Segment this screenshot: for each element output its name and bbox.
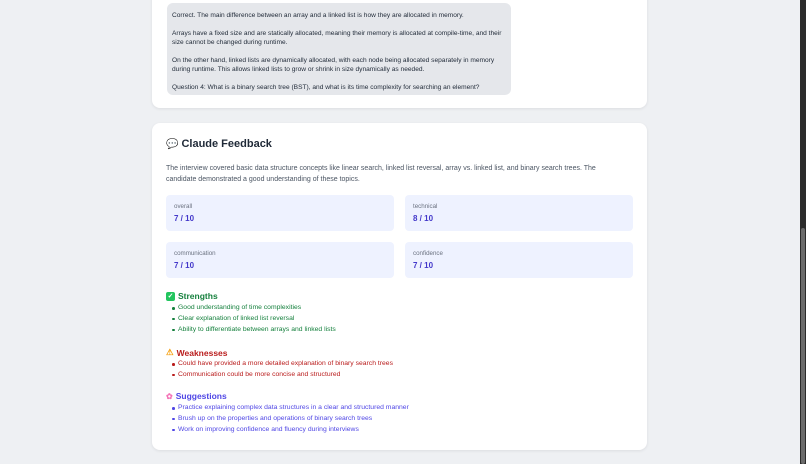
warning-icon: ⚠ — [166, 347, 174, 357]
list-item: Brush up on the properties and operations of binary search trees — [172, 414, 409, 425]
feedback-title-text: Claude Feedback — [181, 138, 272, 150]
assistant-message-bubble — [167, 3, 511, 95]
list-item: Clear explanation of linked list reversal — [172, 314, 336, 325]
scrollbar[interactable] — [800, 0, 806, 464]
message-paragraph: Question 4: What is a binary search tree (BST), and what is its time complexity for searching an element? — [172, 84, 480, 91]
suggestions-title: Suggestions — [175, 391, 227, 401]
strengths-title: Strengths — [178, 291, 218, 301]
score-value: 8 / 10 — [413, 214, 434, 223]
strengths-heading — [166, 291, 218, 301]
list-item: Ability to differentiate between arrays and linked lists — [172, 325, 336, 336]
score-label: communication — [174, 250, 216, 257]
score-value: 7 / 10 — [413, 261, 434, 270]
suggestions-heading — [166, 391, 227, 401]
feedback-title — [166, 138, 272, 150]
score-value: 7 / 10 — [174, 261, 195, 270]
feedback-summary: The interview covered basic data structure concepts like linear search, linked list reversal, array vs. linked list, and binary search trees. The candidate demonstrated a good understanding of these topics. — [166, 165, 596, 183]
strengths-list — [172, 303, 336, 335]
weaknesses-heading — [166, 347, 228, 358]
list-item: Could have provided a more detailed explanation of binary search trees — [172, 359, 393, 370]
score-value: 7 / 10 — [174, 214, 195, 223]
scrollbar-thumb[interactable] — [801, 228, 805, 464]
list-item: Good understanding of time complexities — [172, 303, 336, 314]
score-card-communication — [166, 242, 394, 278]
check-box-icon: ✓ — [167, 292, 174, 300]
list-item: Practice explaining complex data structures in a clear and structured manner — [172, 403, 409, 414]
transcript-card — [152, 0, 647, 108]
score-card-confidence — [405, 242, 633, 278]
message-paragraph: Correct. The main difference between an array and a linked list is how they are allocated in memory. — [172, 12, 464, 19]
list-item: Communication could be more concise and structured — [172, 370, 393, 381]
message-paragraph: On the other hand, linked lists are dynamically allocated, with each node being allocated separately in memory during runtime. This allows linked lists to grow or shrink in size dynamically as needed. — [172, 57, 495, 73]
score-card-technical — [405, 195, 633, 231]
weaknesses-title: Weaknesses — [176, 347, 228, 358]
list-item: Work on improving confidence and fluency during interviews — [172, 425, 409, 436]
speech-bubble-icon: 💬 — [166, 138, 179, 150]
score-label: technical — [413, 203, 438, 210]
message-paragraph: Arrays have a fixed size and are statically allocated, meaning their memory is allocated at compile-time, and their size cannot be changed during runtime. — [172, 30, 502, 46]
weaknesses-list — [172, 359, 393, 381]
score-label: confidence — [413, 250, 443, 257]
suggestions-list — [172, 403, 409, 435]
score-card-overall — [166, 195, 394, 231]
feedback-card — [152, 123, 647, 450]
score-label: overall — [174, 203, 193, 210]
brain-icon: ✿ — [166, 391, 173, 401]
